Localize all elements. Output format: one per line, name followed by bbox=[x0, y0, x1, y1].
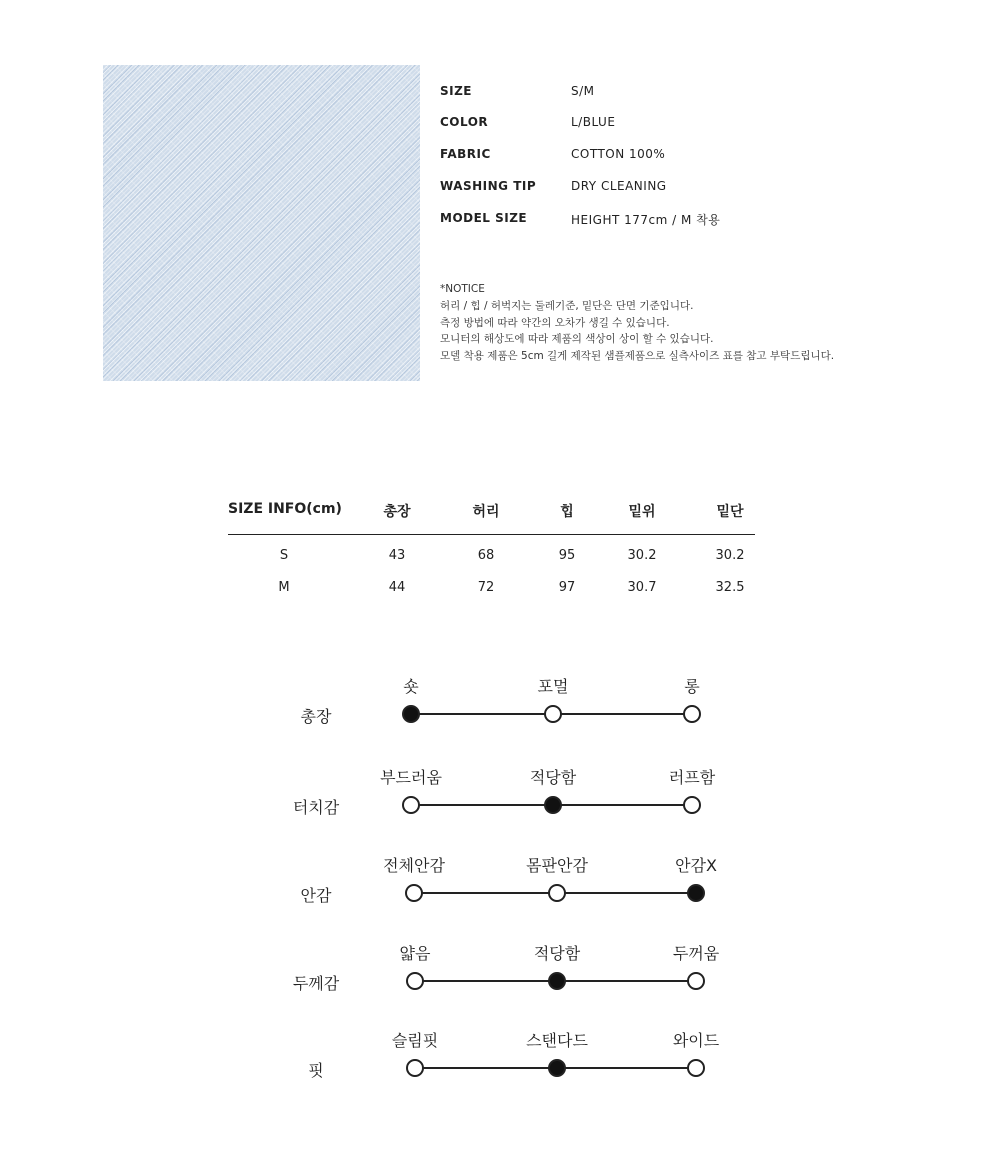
scale-fit bbox=[0, 1026, 1000, 1086]
scale-option-label: 포멀 bbox=[537, 677, 569, 696]
table-row bbox=[228, 580, 755, 600]
table-header-cell: 힙 bbox=[560, 504, 574, 520]
table-cell: 68 bbox=[477, 548, 495, 563]
scale-option-label: 롱 bbox=[684, 677, 700, 696]
spec-label: FABRIC bbox=[440, 147, 491, 161]
table-cell: 43 bbox=[388, 548, 406, 563]
table-cell: 97 bbox=[558, 580, 576, 595]
scale-length bbox=[0, 672, 1000, 732]
scale-dot bbox=[544, 705, 562, 723]
spec-label: COLOR bbox=[440, 115, 489, 129]
spec-value: DRY CLEANING bbox=[571, 179, 667, 193]
scale-touch bbox=[0, 763, 1000, 823]
scale-dot bbox=[683, 705, 701, 723]
scale-dot bbox=[683, 796, 701, 814]
scale-dot bbox=[548, 884, 566, 902]
scale-dot-selected bbox=[548, 1059, 566, 1077]
spec-value: COTTON 100% bbox=[571, 147, 666, 161]
scale-dot bbox=[406, 1059, 424, 1077]
scale-option-label: 스탠다드 bbox=[526, 1031, 588, 1050]
scale-option-label: 적당함 bbox=[533, 944, 581, 963]
table-cell: 72 bbox=[477, 580, 495, 595]
scale-dot bbox=[406, 972, 424, 990]
scale-dot bbox=[402, 796, 420, 814]
table-cell: 95 bbox=[558, 548, 576, 563]
scale-option-label: 와이드 bbox=[672, 1031, 720, 1050]
scale-option-label: 얇음 bbox=[399, 944, 431, 963]
table-cell: 44 bbox=[388, 580, 406, 595]
scale-dot bbox=[405, 884, 423, 902]
spec-label: SIZE bbox=[440, 84, 473, 98]
table-row bbox=[228, 548, 755, 568]
spec-value: L/BLUE bbox=[571, 115, 616, 129]
scale-option-label: 부드러움 bbox=[380, 768, 442, 787]
notice-line: 측정 방법에 따라 약간의 오차가 생길 수 있습니다. bbox=[440, 316, 670, 329]
notice-line: 허리 / 힙 / 허벅지는 둘레기준, 밑단은 단면 기준입니다. bbox=[440, 299, 694, 312]
table-cell: 32.5 bbox=[715, 580, 745, 595]
fabric-swatch-image bbox=[103, 65, 420, 381]
scale-name: 총장 bbox=[300, 707, 332, 726]
notice-block bbox=[440, 281, 834, 365]
scale-option-label: 적당함 bbox=[529, 768, 577, 787]
table-cell: 30.2 bbox=[627, 548, 657, 563]
scale-lining bbox=[0, 851, 1000, 911]
scale-option-label: 러프함 bbox=[668, 768, 716, 787]
scale-name: 두께감 bbox=[292, 974, 340, 993]
scale-dot-selected bbox=[544, 796, 562, 814]
scale-option-label: 전체안감 bbox=[383, 856, 445, 875]
table-header-cell: 밑단 bbox=[716, 504, 744, 520]
scale-dot bbox=[687, 1059, 705, 1077]
table-header-cell: 허리 bbox=[472, 504, 500, 520]
notice-title: *NOTICE bbox=[440, 283, 485, 295]
spec-value: S/M bbox=[571, 84, 595, 98]
scale-option-label: 슬림핏 bbox=[391, 1031, 439, 1050]
table-header-row bbox=[228, 496, 755, 535]
table-header-cell: 밑위 bbox=[628, 504, 656, 520]
scale-dot-selected bbox=[687, 884, 705, 902]
scale-option-label: 숏 bbox=[403, 677, 419, 696]
notice-line: 모니터의 해상도에 따라 제품의 색상이 상이 할 수 있습니다. bbox=[440, 333, 714, 346]
table-cell: 30.2 bbox=[715, 548, 745, 563]
scale-dot bbox=[687, 972, 705, 990]
notice-line: 모델 착용 제품은 5cm 길게 제작된 샘플제품으로 실측사이즈 표를 참고 부탁드립니다. bbox=[440, 350, 835, 363]
spec-value: HEIGHT 177cm / M 착용 bbox=[571, 213, 721, 227]
scale-dot-selected bbox=[402, 705, 420, 723]
table-cell: M bbox=[278, 580, 290, 595]
table-header-cell: 총장 bbox=[383, 504, 411, 520]
scale-thickness bbox=[0, 939, 1000, 999]
scale-option-label: 안감X bbox=[675, 856, 717, 875]
table-cell: S bbox=[279, 548, 289, 563]
scale-name: 안감 bbox=[300, 886, 332, 905]
table-cell: 30.7 bbox=[627, 580, 657, 595]
spec-label: WASHING TIP bbox=[440, 179, 537, 193]
scale-dot-selected bbox=[548, 972, 566, 990]
scale-name: 터치감 bbox=[292, 798, 340, 817]
scale-option-label: 두꺼움 bbox=[672, 944, 720, 963]
scale-option-label: 몸판안감 bbox=[526, 856, 588, 875]
scale-name: 핏 bbox=[308, 1061, 324, 1080]
table-header-cell: SIZE INFO(cm) bbox=[228, 501, 342, 517]
spec-label: MODEL SIZE bbox=[440, 211, 528, 225]
